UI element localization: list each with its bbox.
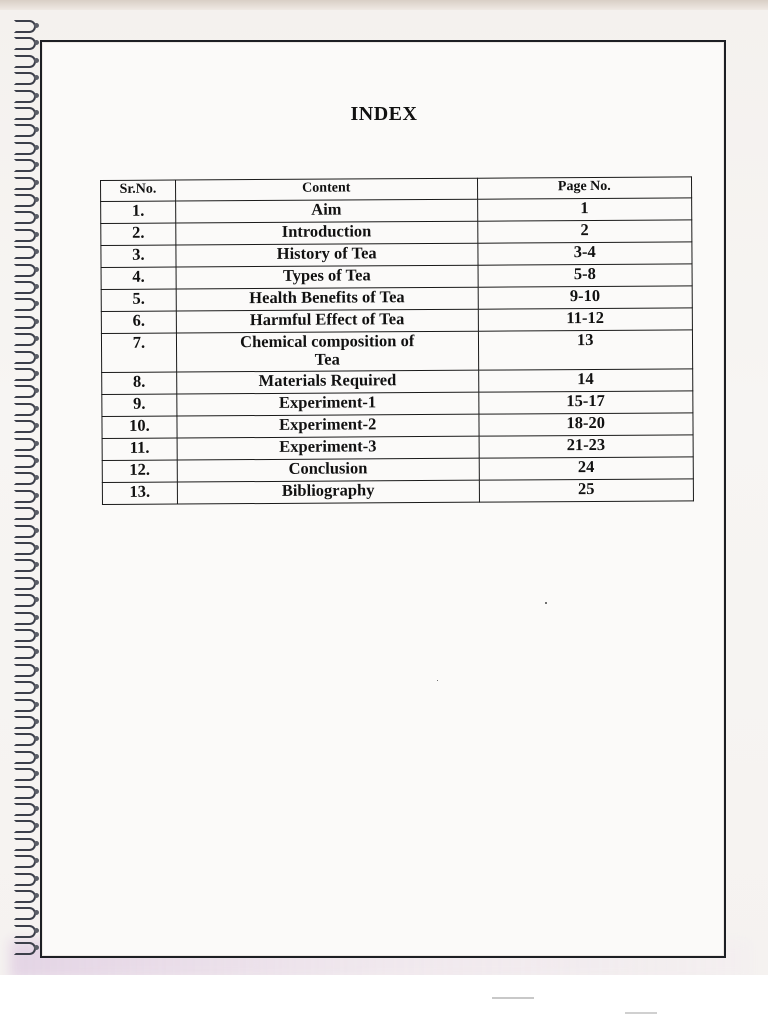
- row-page-no: 2: [477, 220, 692, 243]
- spiral-ring-icon: [6, 873, 36, 884]
- spiral-ring-icon: [6, 20, 36, 31]
- table-row: [102, 479, 693, 505]
- spiral-ring-icon: [6, 298, 36, 309]
- spiral-ring-icon: [6, 681, 36, 692]
- spiral-ring-icon: [6, 333, 36, 344]
- spiral-ring-icon: [6, 890, 36, 901]
- row-sr-no: 4.: [101, 267, 176, 289]
- spiral-ring-icon: [6, 211, 36, 222]
- spiral-ring-icon: [6, 368, 36, 379]
- spiral-ring-icon: [6, 942, 36, 953]
- row-content: Health Benefits of Tea: [176, 287, 478, 311]
- row-page-no: 5-8: [478, 264, 693, 287]
- row-page-no: 1: [477, 198, 692, 221]
- row-page-no: 15-17: [478, 391, 693, 414]
- spiral-ring-icon: [6, 699, 36, 710]
- spiral-ring-icon: [6, 420, 36, 431]
- spiral-ring-icon: [6, 177, 36, 188]
- spiral-ring-icon: [6, 855, 36, 866]
- row-page-no: 25: [479, 479, 694, 502]
- row-content: Aim: [176, 199, 478, 223]
- spiral-ring-icon: [6, 559, 36, 570]
- table-row: [101, 330, 692, 373]
- spiral-ring-icon: [6, 594, 36, 605]
- spiral-ring-icon: [6, 838, 36, 849]
- spiral-ring-icon: [6, 264, 36, 275]
- header-page-no: Page No.: [477, 177, 692, 199]
- row-sr-no: 13.: [102, 482, 177, 504]
- spiral-ring-icon: [6, 316, 36, 327]
- faint-watermark-mark: [625, 1012, 657, 1014]
- spiral-ring-icon: [6, 612, 36, 623]
- header-content: Content: [175, 178, 477, 201]
- row-content: Introduction: [176, 221, 478, 245]
- spiral-ring-icon: [6, 385, 36, 396]
- watermark-smudge-icon: [492, 996, 534, 1001]
- spiral-ring-icon: [6, 37, 36, 48]
- spiral-ring-icon: [6, 55, 36, 66]
- row-content: Types of Tea: [176, 265, 478, 289]
- row-page-no: 18-20: [479, 413, 694, 436]
- row-content: Experiment-1: [177, 392, 479, 416]
- spiral-ring-icon: [6, 768, 36, 779]
- index-table: [100, 176, 694, 505]
- row-sr-no: 1.: [101, 201, 176, 223]
- row-content: Experiment-3: [177, 436, 479, 460]
- row-content: Chemical composition of Tea: [176, 331, 478, 372]
- speck: [545, 602, 547, 604]
- spiral-ring-icon: [6, 925, 36, 936]
- spiral-ring-icon: [6, 351, 36, 362]
- row-content: Experiment-2: [177, 414, 479, 438]
- row-sr-no: 6.: [101, 311, 176, 333]
- row-sr-no: 9.: [102, 394, 177, 416]
- spiral-ring-icon: [6, 229, 36, 240]
- spiral-ring-icon: [6, 194, 36, 205]
- row-page-no: 13: [478, 330, 693, 370]
- faint-watermark: [492, 996, 534, 1003]
- spiral-ring-icon: [6, 542, 36, 553]
- row-page-no: 14: [478, 369, 693, 392]
- spiral-ring-icon: [6, 472, 36, 483]
- page-title: INDEX: [350, 103, 418, 125]
- top-edge-shadow: [0, 0, 768, 10]
- row-sr-no: 12.: [102, 460, 177, 482]
- row-page-no: 11-12: [478, 308, 693, 331]
- row-sr-no: 8.: [102, 372, 177, 394]
- row-page-no: 24: [479, 457, 694, 480]
- spiral-ring-icon: [6, 907, 36, 918]
- row-page-no: 21-23: [479, 435, 694, 458]
- spiral-ring-icon: [6, 403, 36, 414]
- spiral-ring-icon: [6, 664, 36, 675]
- spiral-ring-icon: [6, 577, 36, 588]
- speck: [437, 680, 438, 681]
- spiral-ring-icon: [6, 142, 36, 153]
- row-sr-no: 11.: [102, 438, 177, 460]
- spiral-ring-icon: [6, 507, 36, 518]
- row-content: Bibliography: [177, 480, 479, 504]
- row-content: History of Tea: [176, 243, 478, 267]
- row-sr-no: 5.: [101, 289, 176, 311]
- spiral-ring-icon: [6, 646, 36, 657]
- row-page-no: 3-4: [477, 242, 692, 265]
- spiral-ring-icon: [6, 525, 36, 536]
- row-sr-no: 10.: [102, 416, 177, 438]
- spiral-ring-icon: [6, 629, 36, 640]
- spiral-ring-icon: [6, 438, 36, 449]
- row-content: Harmful Effect of Tea: [176, 309, 478, 333]
- spiral-ring-icon: [6, 124, 36, 135]
- row-sr-no: 7.: [101, 333, 176, 372]
- spiral-ring-icon: [6, 751, 36, 762]
- spiral-ring-icon: [6, 72, 36, 83]
- spiral-ring-icon: [6, 786, 36, 797]
- spiral-ring-icon: [6, 733, 36, 744]
- spiral-ring-icon: [6, 159, 36, 170]
- row-sr-no: 2.: [101, 223, 176, 245]
- spiral-ring-icon: [6, 820, 36, 831]
- spiral-ring-icon: [6, 490, 36, 501]
- spiral-ring-icon: [6, 246, 36, 257]
- row-content: Conclusion: [177, 458, 479, 482]
- spiral-ring-icon: [6, 455, 36, 466]
- spiral-ring-icon: [6, 716, 36, 727]
- row-page-no: 9-10: [478, 286, 693, 309]
- spiral-ring-icon: [6, 803, 36, 814]
- row-content: Materials Required: [177, 370, 479, 394]
- bottom-margin: [0, 975, 768, 1024]
- spiral-ring-icon: [6, 281, 36, 292]
- spiral-binding-icon: [0, 20, 44, 970]
- row-sr-no: 3.: [101, 245, 176, 267]
- header-sr-no: Sr.No.: [101, 180, 176, 201]
- spiral-ring-icon: [6, 90, 36, 101]
